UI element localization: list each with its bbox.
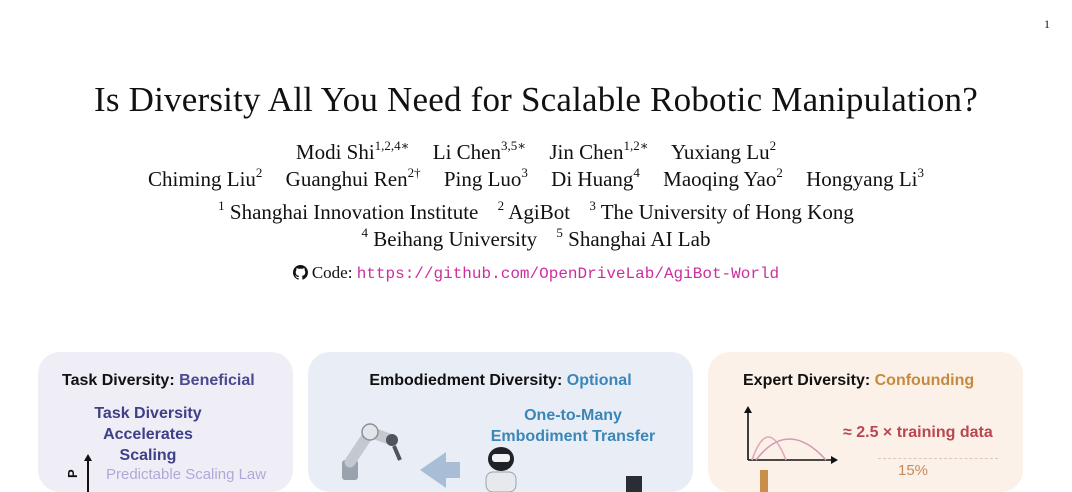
author: Ping Luo [443, 167, 522, 191]
axis-label: P [65, 469, 80, 478]
code-line [0, 263, 1072, 283]
author: Guanghui Ren [285, 167, 408, 191]
author-sup: 3,5∗ [501, 138, 527, 153]
author-sup: 2 [255, 165, 263, 180]
author: Modi Shi [295, 140, 375, 164]
author-sup: 2† [407, 165, 421, 180]
arrow-left-icon [416, 450, 461, 490]
author: Li Chen [432, 140, 502, 164]
affiliation: Shanghai Innovation Institute [229, 200, 479, 224]
author: Di Huang [551, 167, 634, 191]
author-sup: 1,2∗ [623, 138, 649, 153]
affiliation-num: 2 [497, 198, 505, 213]
task-diversity-panel [38, 352, 293, 492]
author: Chiming Liu [147, 167, 256, 191]
dashed-divider [878, 458, 998, 459]
percent-label: 15% [898, 462, 929, 479]
task-title-prefix: Task Diversity: [62, 372, 175, 389]
page-number: 1 [1044, 17, 1050, 31]
embodiment-subtitle-line2: Embodiment Transfer [490, 428, 656, 445]
affiliation: The University of Hong Kong [600, 200, 854, 224]
embodiment-subtitle [478, 405, 668, 447]
authors-row-2 [0, 167, 1072, 192]
affiliations-row-2 [0, 227, 1072, 252]
scaling-axis-icon [63, 452, 93, 492]
affiliations-row-1 [0, 200, 1072, 225]
author: Maoqing Yao [663, 167, 777, 191]
authors-row-1 [0, 140, 1072, 165]
robot-gripper-icon [624, 474, 644, 492]
embodiment-title-suffix: Optional [566, 372, 632, 389]
embodiment-panel-title [308, 372, 693, 390]
author: Jin Chen [549, 140, 624, 164]
scaling-law-label: Predictable Scaling Law [106, 466, 267, 483]
author-sup: 4 [633, 165, 640, 180]
author-sup: 1,2,4∗ [374, 138, 410, 153]
author: Hongyang Li [806, 167, 918, 191]
code-url-link[interactable]: https://github.com/OpenDriveLab/AgiBot-World [356, 265, 780, 283]
embodiment-subtitle-line1: One-to-Many [524, 407, 622, 424]
author-sup: 3 [917, 165, 925, 180]
task-panel-title [62, 372, 293, 390]
author-sup: 3 [521, 165, 528, 180]
expert-title-suffix: Confounding [874, 372, 975, 389]
expert-diversity-panel [708, 352, 1023, 492]
affiliation: AgiBot [508, 200, 571, 224]
humanoid-robot-icon [476, 442, 526, 492]
paper-title: Is Diversity All You Need for Scalable Robotic Manipulation? [94, 80, 978, 119]
task-subtitle-line2: Accelerates Scaling [103, 426, 193, 464]
training-data-ratio: ≈ 2.5 × training data [843, 424, 993, 441]
bar-icon [760, 470, 770, 492]
affiliation: Shanghai AI Lab [568, 227, 711, 251]
affiliation-num: 1 [218, 198, 225, 213]
robot-arm-icon [330, 410, 410, 480]
github-icon [293, 265, 308, 280]
distribution-curves-icon [740, 404, 840, 464]
expert-title-prefix: Expert Diversity: [743, 372, 871, 389]
affiliation-num: 4 [361, 225, 369, 240]
embodiment-diversity-panel [308, 352, 693, 492]
code-label: Code: [311, 263, 353, 282]
affiliation-num: 3 [589, 198, 596, 213]
author-sup: 2 [769, 138, 777, 153]
expert-panel-title [743, 372, 1023, 390]
author-sup: 2 [776, 165, 783, 180]
author: Yuxiang Lu [671, 140, 770, 164]
embodiment-title-prefix: Embodiedment Diversity: [369, 372, 563, 389]
task-title-suffix: Beneficial [179, 372, 255, 389]
affiliation-num: 5 [556, 225, 563, 240]
affiliation: Beihang University [373, 227, 538, 251]
task-subtitle [73, 403, 223, 466]
task-subtitle-line1: Task Diversity [94, 405, 202, 422]
